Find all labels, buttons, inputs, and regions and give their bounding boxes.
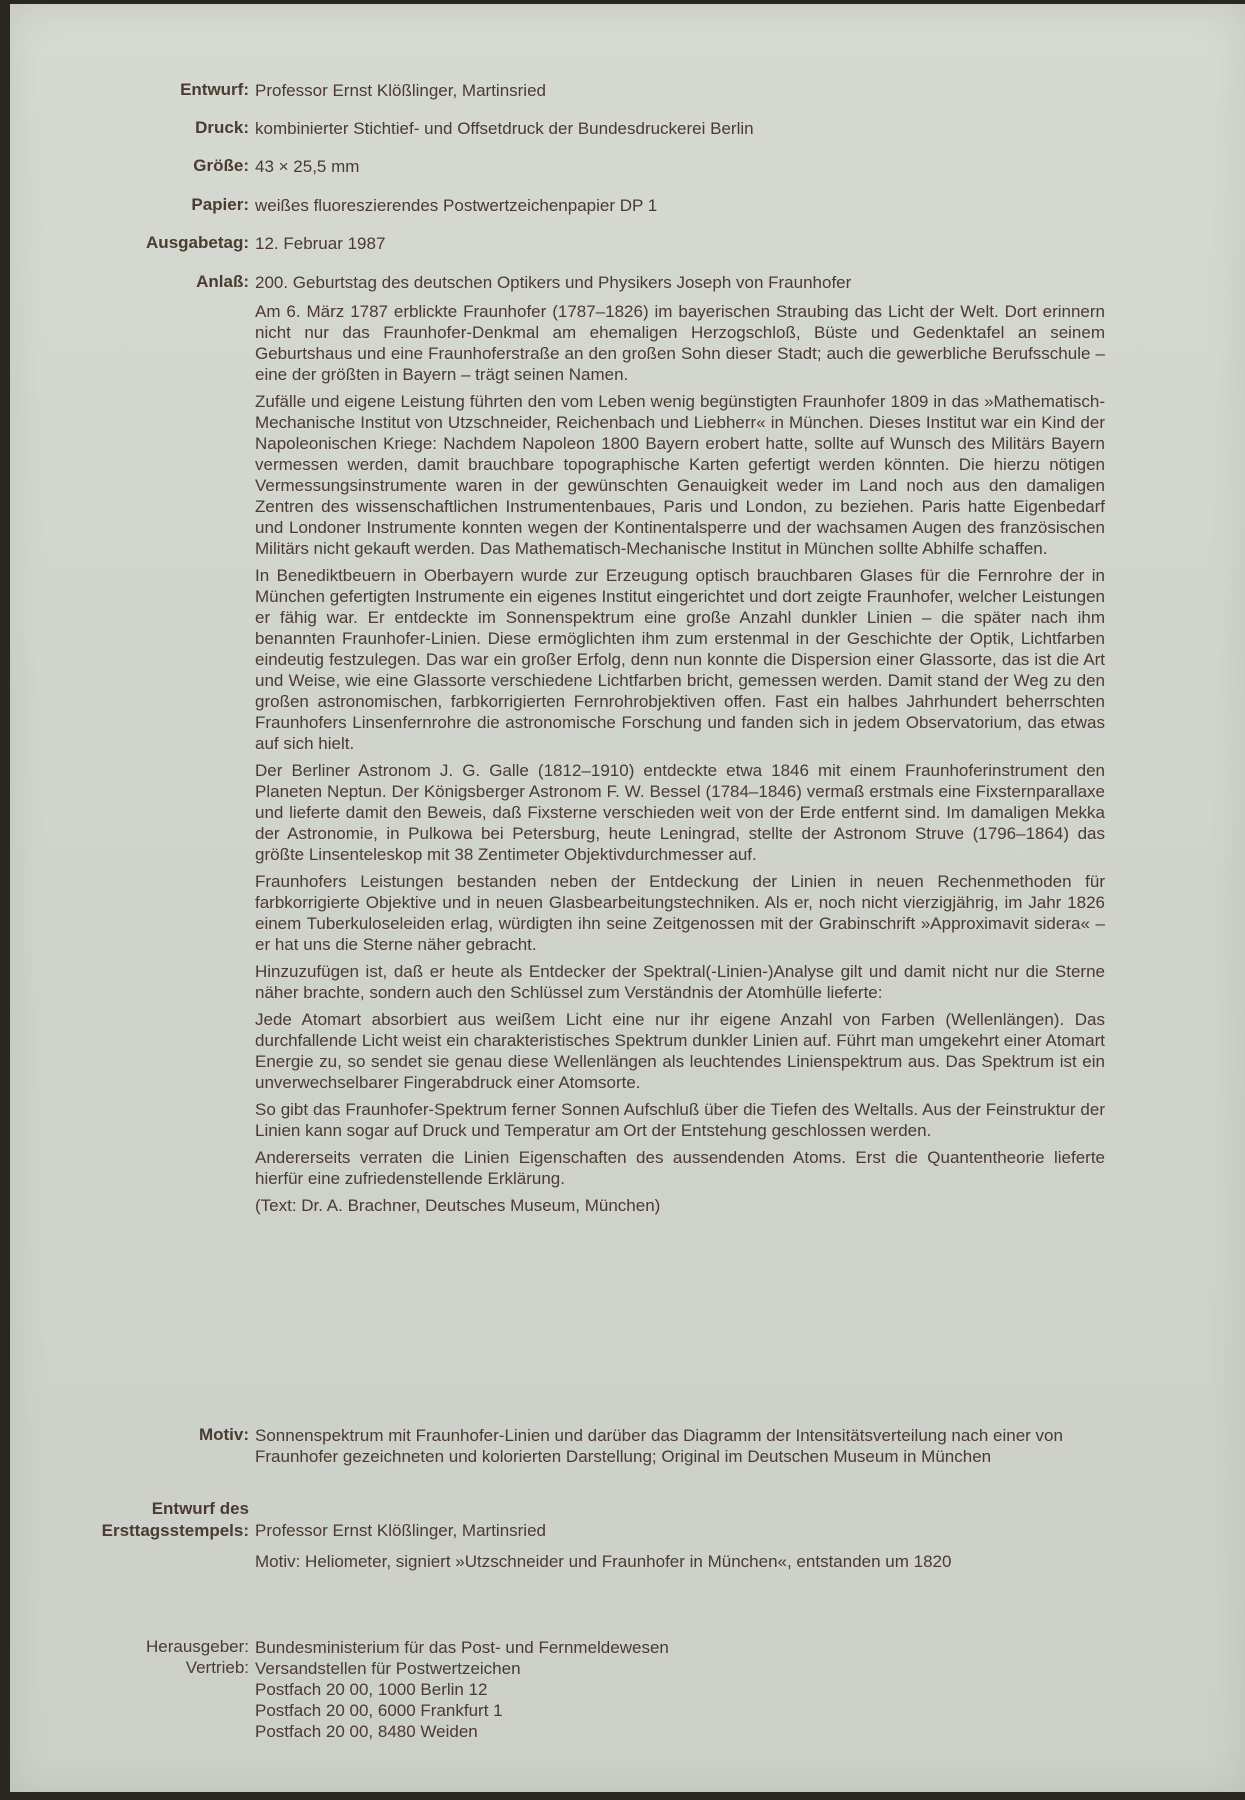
label-herausgeber: Herausgeber:	[145, 1637, 249, 1656]
document-sheet	[10, 4, 1245, 1792]
body-paragraph: Am 6. März 1787 erblickte Fraunhofer (1787–1826) im bayerischen Straubing das Licht der Welt. Dort erinnern nicht nur das Fraunhofer-Denkmal am ehemaligen Herzogschloß, Büste und Gedenktafel an seinem Geburtshaus und eine Fraunhoferstraße an den großen Sohn dieser Stadt; auch die gewerbliche Berufsschule – eine der größten in Bayern – trägt seinen Namen.	[255, 302, 1105, 384]
label-anlass: Anlaß:	[196, 272, 249, 291]
label-ausgabetag: Ausgabetag:	[146, 233, 249, 252]
footer-vertrieb-address	[10, 1679, 1245, 1700]
body-paragraph: Der Berliner Astronom J. G. Galle (1812–1910) entdeckte etwa 1846 mit einem Fraunhoferinstrument den Planeten Neptun. Der Königsberger Astronom F. W. Bessel (1784–1846) vermaß erstmals eine Fixsternparallaxe und lieferte damit den Beweis, daß Fixsterne verschieden weit von der Erde entfernt sind. Im damaligen Mekka der Astronomie, in Pulkowa bei Petersburg, heute Leningrad, stellte der Astronom Struve (1796–1864) das größte Linsenteleskop mit 38 Zentimeter Objektivdurchmesser auf.	[255, 761, 1105, 864]
footer-vertrieb	[10, 1658, 1245, 1679]
field-papier	[10, 195, 1245, 216]
footer	[10, 1637, 1245, 1742]
body-paragraph: In Benediktbeuern in Oberbayern wurde zur Erzeugung optisch brauchbaren Glases für die Fernrohre der in München gefertigten Instrumente ein eigenes Institut eingerichtet und dort zeigte Fraunhofer, welcher Leistungen er fähig war. Er entdeckte im Sonnenspektrum eine große Anzahl dunkler Linien – die später nach ihm benannten Fraunhofer-Linien. Diese ermöglichten ihm zum erstenmal in der Geschichte der Optik, Lichtfarben eindeutig festzulegen. Das war ein großer Erfolg, denn nun konnte die Dispersion einer Glassorte, das ist die Art und Weise, wie eine Glassorte verschiedene Lichtfarben bricht, gemessen werden. Damit stand der Weg zu den großen astronomischen, farbkorrigierten Fernrohrobjektiven offen. Fast ein halbes Jahrhundert beherrschten Fraunhofers Linsenfernrohre die astronomische Forschung und fanden sich in jedem Observatorium, das etwas auf sich hielt.	[255, 566, 1105, 753]
stempel-content	[255, 1498, 1105, 1572]
value-vertrieb-line: Postfach 20 00, 8480 Weiden	[255, 1722, 478, 1741]
label-stempel	[102, 1498, 249, 1542]
label-entwurf: Entwurf:	[180, 80, 249, 99]
footer-vertrieb-address	[10, 1700, 1245, 1721]
value-vertrieb-line: Postfach 20 00, 1000 Berlin 12	[255, 1680, 488, 1699]
value-druck: kombinierter Stichtief- und Offsetdruck der Bundesdruckerei Berlin	[255, 119, 754, 138]
body-paragraph: Fraunhofers Leistungen bestanden neben der Entdeckung der Linien in neuen Rechenmethoden für farbkorrigierte Objektive und in neuen Glasbearbeitungstechniken. Als er, noch nicht vierzigjährig, im Jahr 1826 einem Tuberkuloseleiden erlag, würdigten ihn seine Zeitgenossen mit der Grabinschrift »Approximavit sidera« – er hat uns die Sterne näher gebracht.	[255, 872, 1105, 954]
value-anlass: 200. Geburtstag des deutschen Optikers und Physikers Joseph von Fraunhofer	[255, 273, 852, 292]
body-paragraph: Andererseits verraten die Linien Eigenschaften des aussendenden Atoms. Erst die Quantentheorie lieferte hierfür eine zufriedenstellende Erklärung.	[255, 1148, 1105, 1188]
field-druck	[10, 118, 1245, 139]
value-motiv: Sonnenspektrum mit Fraunhofer-Linien und darüber das Diagramm der Intensitätsverteilung nach einer von Fraunhofer gezeichneten und kolorierten Darstellung; Original im Deutschen Museum in München	[255, 1426, 1063, 1466]
value-vertrieb-line: Versandstellen für Postwertzeichen	[255, 1659, 521, 1678]
label-druck: Druck:	[195, 118, 249, 137]
field-stempel	[10, 1498, 1245, 1572]
label-groesse: Größe:	[193, 156, 249, 175]
label-stempel-line2: Ersttagsstempels:	[101, 1521, 249, 1540]
stempel-motiv: Motiv: Heliometer, signiert »Utzschneider und Fraunhofer in München«, entstanden um 1820	[255, 1552, 952, 1571]
value-stempel: Professor Ernst Klößlinger, Martinsried	[255, 1521, 546, 1540]
label-motiv: Motiv:	[198, 1425, 249, 1444]
field-anlass	[10, 272, 1245, 1222]
field-groesse	[10, 156, 1245, 177]
body-paragraph: Zufälle und eigene Leistung führten den vom Leben wenig begünstigten Fraunhofer 1809 in das »Mathematisch-Mechanische Institut von Utzschneider, Reichenbach und Liebherr« in München. Dieses Institut war ein Kind der Napoleonischen Kriege: Nachdem Napoleon 1800 Bayern erobert hatte, sollte auf Wunsch des Militärs Bayern vermessen werden, damit brauchbare topographische Karten gefertigt werden könnten. Die hierzu nötigen Vermessungsinstrumente waren in der gewünschten Genauigkeit weder im Land noch aus den damaligen Zentren des wissenschaftlichen Instrumentenbaues, Paris und London, zu beziehen. Paris hatte Eigenbedarf und Londoner Instrumente konnten wegen der Kontinentalsperre und der wachsamen Augen des französischen Militärs nicht gekauft werden. Das Mathematisch-Mechanische Institut in München sollte Abhilfe schaffen.	[255, 392, 1105, 558]
footer-herausgeber	[10, 1637, 1245, 1658]
value-ausgabetag: 12. Februar 1987	[255, 234, 386, 253]
anlass-content	[255, 272, 1105, 1216]
body-paragraph: Jede Atomart absorbiert aus weißem Licht eine nur ihr eigene Anzahl von Farben (Wellenlängen). Das durchfallende Licht weist ein charakteristisches Spektrum dunkler Linien auf. Führt man umgekehrt einer Atomart Energie zu, so sendet sie genau diese Wellenlängen als leuchtendes Linienspektrum aus. Das Spektrum ist ein unverwechselbarer Fingerabdruck einer Atomsorte.	[255, 1010, 1105, 1092]
label-vertrieb: Vertrieb:	[185, 1658, 249, 1677]
footer-vertrieb-address	[10, 1721, 1245, 1742]
field-ausgabetag	[10, 233, 1245, 254]
body-paragraph: Hinzuzufügen ist, daß er heute als Entdecker der Spektral(-Linien-)Analyse gilt und damit nicht nur die Sterne näher brachte, sondern auch den Schlüssel zum Verständnis der Atomhülle lieferte:	[255, 962, 1105, 1002]
value-vertrieb-line: Postfach 20 00, 6000 Frankfurt 1	[255, 1701, 503, 1720]
value-groesse: 43 × 25,5 mm	[255, 157, 360, 176]
body-paragraph: So gibt das Fraunhofer-Spektrum ferner Sonnen Aufschluß über die Tiefen des Weltalls. Aus der Feinstruktur der Linien kann sogar auf Druck und Temperatur am Ort der Entstehung geschlossen werden.	[255, 1100, 1105, 1140]
value-herausgeber: Bundesministerium für das Post- und Fernmeldewesen	[255, 1638, 669, 1657]
field-entwurf	[10, 80, 1245, 101]
field-motiv	[10, 1425, 1245, 1467]
label-stempel-line1: Entwurf des	[151, 1499, 249, 1518]
value-papier: weißes fluoreszierendes Postwertzeichenpapier DP 1	[255, 196, 658, 215]
text-credit: (Text: Dr. A. Brachner, Deutsches Museum, München)	[255, 1196, 661, 1215]
value-entwurf: Professor Ernst Klößlinger, Martinsried	[255, 81, 546, 100]
label-papier: Papier:	[191, 195, 249, 214]
